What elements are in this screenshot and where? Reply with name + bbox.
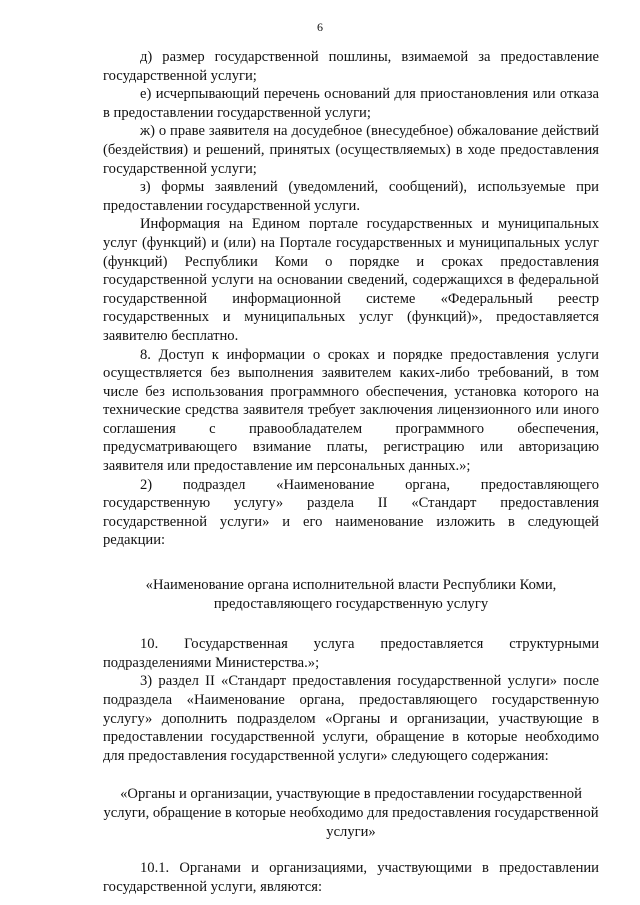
spacer: [103, 550, 599, 576]
paragraph-zh: ж) о праве заявителя на досудебное (внесудебное) обжалование действий (бездействия) и решений, принятых (осуществляемых) в ходе предоставления государственной услуги;: [103, 123, 599, 177]
section-heading-2: «Органы и организации, участвующие в предоставлении государственной услуги, обращение в которые необходимо для предоставления государственной услуги»: [103, 786, 599, 840]
spacer: [103, 613, 599, 635]
paragraph-10-1: 10.1. Органами и организациями, участвующими в предоставлении государственной услуги, являются:: [103, 860, 599, 895]
paragraph-2: 2) подраздел «Наименование органа, предоставляющего государственную услугу» раздела II «Стандарт предоставления государственной услуги» и его наименование изложить в следующей редакции:: [103, 476, 599, 549]
paragraph-3: 3) раздел II «Стандарт предоставления государственной услуги» после подраздела «Наименование органа, предоставляющего государственную услугу» дополнить подразделом «Органы и организации, участвующие в предоставлении государственной услуги, обращение в которые необходимо для предоставления государственной услуги» следующего содержания:: [103, 673, 599, 764]
spacer: [103, 765, 599, 785]
paragraph-8: 8. Доступ к информации о сроках и порядке предоставления услуги осуществляется без выполнения заявителем каких-либо требований, в том числе без использования программного обеспечения, установка которого на технические средства заявителя требует заключения лицензионного или иного соглашения с правообладателем программного обеспечения, предусматривающего взимание платы, регистрацию или авторизацию заявителя или предоставление им персональных данных.»;: [103, 346, 599, 475]
document-body: [103, 48, 599, 896]
paragraph-info: Информация на Едином портале государственных и муниципальных услуг (функций) и (или) на Портале государственных и муниципальных услуг (функций) Республики Коми о порядке и сроках предоставления государственной услуги на основании сведений, содержащихся в федеральной государственной информационной системе «Федеральный реестр государственных и муниципальных услуг (функций)», предоставляется заявителю бесплатно.: [103, 216, 599, 344]
paragraph-d: д) размер государственной пошлины, взимаемой за предоставление государственной услуги;: [103, 49, 599, 84]
paragraph-10: 10. Государственная услуга предоставляется структурными подразделениями Министерства.»;: [103, 636, 599, 671]
paragraph-e: е) исчерпывающий перечень оснований для приостановления или отказа в предоставлении государственной услуги;: [103, 86, 599, 121]
page-number: 6: [317, 20, 323, 34]
section-heading-1: «Наименование органа исполнительной власти Республики Коми, предоставляющего государственную услугу: [145, 577, 557, 612]
paragraph-z: з) формы заявлений (уведомлений, сообщений), используемые при предоставлении государственной услуги.: [103, 179, 599, 214]
spacer: [103, 841, 599, 859]
